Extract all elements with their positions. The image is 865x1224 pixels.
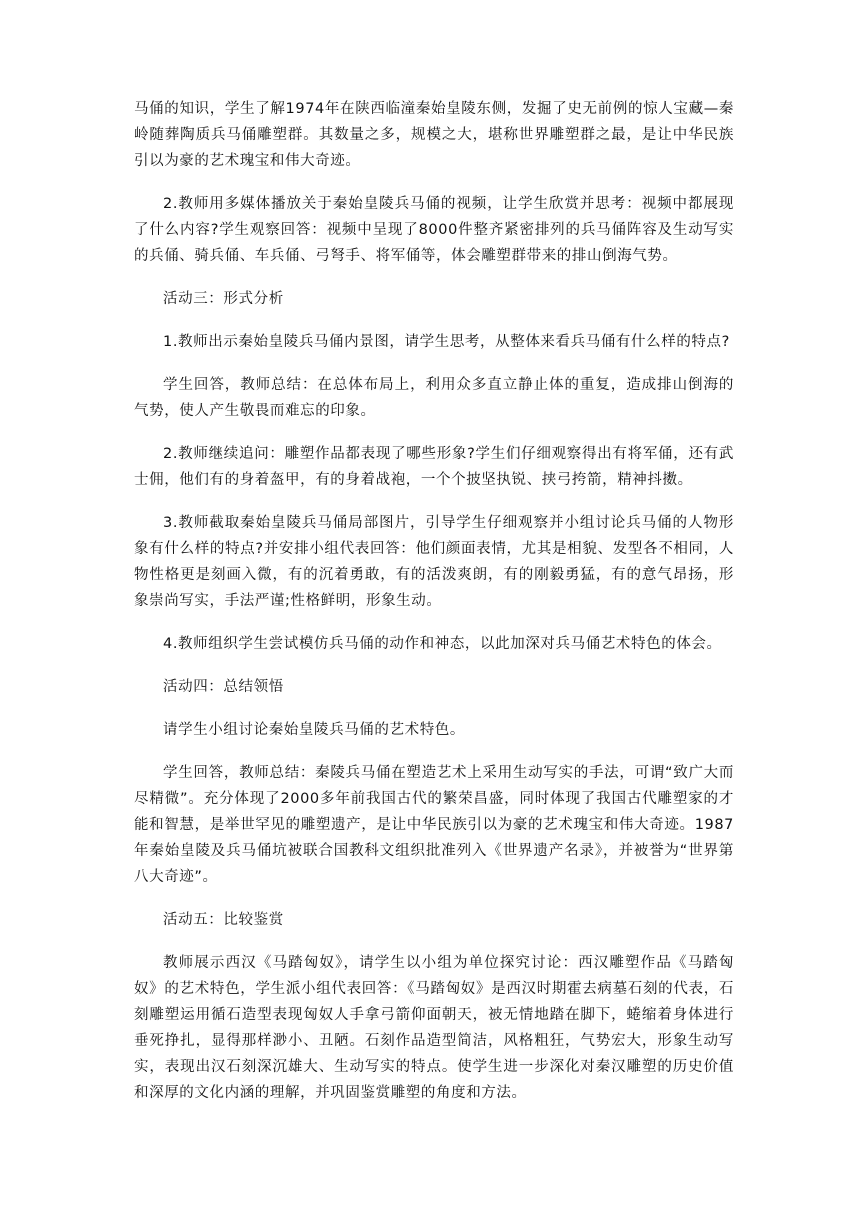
section-heading: 活动五：比较鉴赏 (163, 912, 284, 928)
paragraph: 学生回答，教师总结：秦陵兵马俑在塑造艺术上采用生动写实的手法，可谓“致广大而尽精微”。充分体现了2000多年前我国古代的繁荣昌盛，同时体现了我国古代雕塑家的才能和智慧，是举世罕见的雕塑遗产，是让中华民族引以为豪的艺术瑰宝和伟大奇迹。1987年秦始皇陵及兵马俑坑被联合国教科文组织批准列入《世界遗产名录》，并被誉为“世界第八大奇迹”。 (134, 765, 734, 885)
paragraph: 学生回答，教师总结：在总体布局上，利用众多直立静止体的重复，造成排山倒海的气势，使人产生敬畏而难忘的印象。 (134, 377, 734, 419)
paragraph: 马俑的知识，学生了解1974年在陕西临潼秦始皇陵东侧，发掘了史无前例的惊人宝藏—秦岭随葬陶质兵马俑雕塑群。其数量之多，规模之大，堪称世界雕塑群之最，是让中华民族引以为豪的艺术瑰宝和伟大奇迹。 (134, 101, 734, 169)
paragraph: 请学生小组讨论秦始皇陵兵马俑的艺术特色。 (163, 722, 465, 738)
paragraph: 4.教师组织学生尝试模仿兵马俑的动作和神态，以此加深对兵马俑艺术特色的体会。 (163, 636, 722, 652)
document-body (134, 96, 734, 1123)
paragraph: 1.教师出示秦始皇陵兵马俑内景图，请学生思考，从整体来看兵马俑有什么样的特点? (163, 334, 730, 350)
paragraph: 2.教师用多媒体播放关于秦始皇陵兵马俑的视频，让学生欣赏并思考：视频中都展现了什么内容?学生观察回答：视频中呈现了8000件整齐紧密排列的兵马俑阵容及生动写实的兵俑、骑兵俑、车兵俑、弓弩手、将军俑等，体会雕塑群带来的排山倒海气势。 (134, 196, 734, 264)
paragraph: 2.教师继续追问：雕塑作品都表现了哪些形象?学生们仔细观察得出有将军俑，还有武士佣，他们有的身着盔甲，有的身着战袍，一个个披坚执锐、挟弓挎箭，精神抖擞。 (134, 446, 734, 488)
paragraph: 3.教师截取秦始皇陵兵马俑局部图片，引导学生仔细观察并小组讨论兵马俑的人物形象有什么样的特点?并安排小组代表回答：他们颜面表情，尤其是相貌、发型各不相同，人物性格更是刻画入微，有的沉着勇敢，有的活泼爽朗，有的刚毅勇猛，有的意气昂扬，形象崇尚写实，手法严谨;性格鲜明，形象生动。 (134, 515, 734, 609)
section-heading: 活动三：形式分析 (163, 291, 284, 307)
paragraph: 教师展示西汉《马踏匈奴》，请学生以小组为单位探究讨论：西汉雕塑作品《马踏匈奴》的艺术特色，学生派小组代表回答：《马踏匈奴》是西汉时期霍去病墓石刻的代表，石刻雕塑运用循石造型表现匈奴人手拿弓箭仰面朝天，被无情地踏在脚下，蜷缩着身体进行垂死挣扎，显得那样渺小、丑陋。石刻作品造型简洁，风格粗狂，气势宏大，形象生动写实，表现出汉石刻深沉雄大、生动写实的特点。使学生进一步深化对秦汉雕塑的历史价值和深厚的文化内涵的理解，并巩固鉴赏雕塑的角度和方法。 (134, 955, 734, 1101)
section-heading: 活动四：总结领悟 (163, 679, 284, 695)
